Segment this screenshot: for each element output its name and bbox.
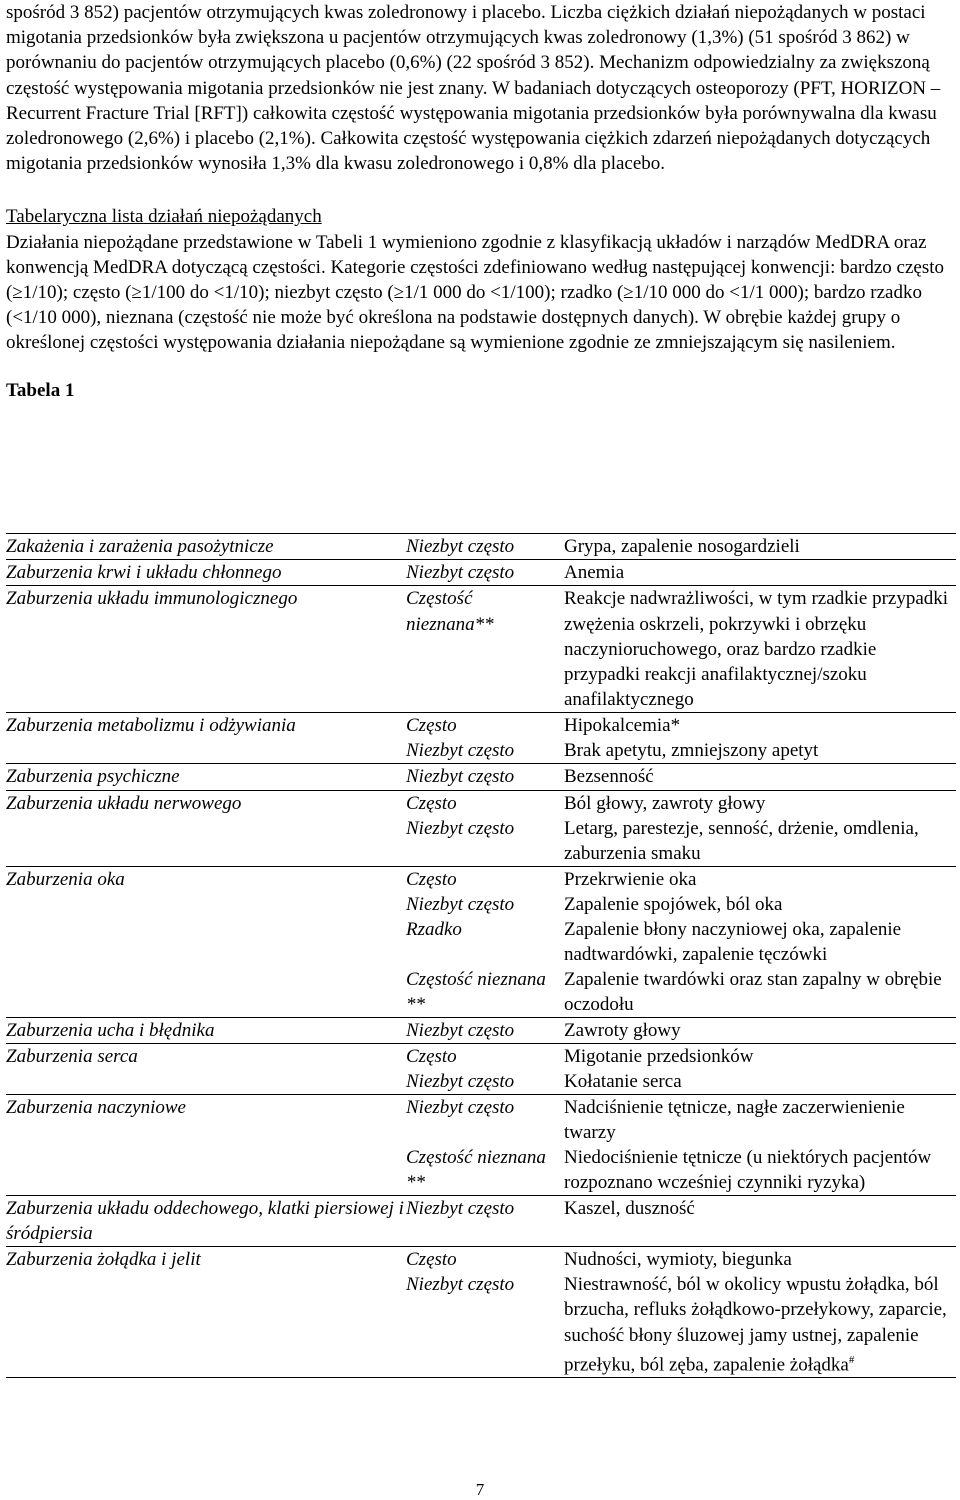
organ-class-cell: Zaburzenia oka — [6, 866, 406, 1017]
event-text — [564, 560, 956, 585]
frequency-label: Często — [406, 715, 457, 737]
table-row — [6, 534, 956, 560]
event-label: Bezsenność — [564, 766, 654, 788]
organ-class-cell: Zaburzenia układu immunologicznego — [6, 586, 406, 713]
event-label: Kaszel, duszność — [564, 1197, 695, 1219]
event-label: Zawroty głowy — [564, 1019, 681, 1041]
document-page — [6, 0, 946, 403]
organ-class-cell: Zaburzenia naczyniowe — [6, 1094, 406, 1195]
table-row — [6, 560, 956, 586]
table-row — [6, 1195, 956, 1246]
table-row — [6, 1017, 956, 1043]
organ-class-cell: Zaburzenia psychiczne — [6, 764, 406, 790]
event-label: Nadciśnienie tętnicze, nagłe zaczerwienienie twarzy — [564, 1096, 905, 1144]
frequency-label: Często — [406, 1045, 457, 1067]
event-text — [564, 534, 956, 559]
event-text — [564, 1095, 956, 1145]
adverse-events-table — [6, 533, 956, 1378]
frequency-cell — [406, 713, 564, 764]
frequency-cell — [406, 586, 564, 713]
frequency-cell — [406, 1247, 564, 1378]
event-label: Letarg, parestezje, senność, drżenie, omdlenia, zaburzenia smaku — [564, 817, 919, 864]
events-cell — [564, 560, 956, 586]
frequency-label: Często — [406, 1249, 457, 1271]
frequency-cell — [406, 866, 564, 1017]
frequency-cell — [406, 790, 564, 866]
events-cell — [564, 534, 956, 560]
event-text — [564, 816, 956, 866]
event-text — [564, 713, 956, 738]
section-title — [6, 204, 946, 229]
table-row — [6, 790, 956, 866]
event-text — [564, 1018, 956, 1043]
frequency-label: Rzadko — [406, 918, 462, 940]
frequency-label: Częstość nieznana ** — [406, 968, 546, 1015]
events-cell — [564, 586, 956, 713]
table-caption: Tabela 1 — [6, 379, 75, 401]
organ-class-cell: Zaburzenia układu nerwowego — [6, 790, 406, 866]
footnote-mark: # — [848, 1353, 855, 1366]
event-label: Zapalenie błony naczyniowej oka, zapalenie nadtwardówki, zapalenie tęczówki — [564, 918, 902, 965]
event-label: Ból głowy, zawroty głowy — [564, 792, 766, 814]
events-cell — [564, 713, 956, 764]
event-text — [564, 967, 956, 1017]
frequency-cell — [406, 1017, 564, 1043]
event-text — [564, 791, 956, 816]
table-row — [6, 764, 956, 790]
event-label: Przekrwienie oka — [564, 868, 697, 890]
events-cell — [564, 764, 956, 790]
event-label: Grypa, zapalenie nosogardzieli — [564, 536, 800, 557]
event-text — [564, 892, 956, 917]
frequency-cell — [406, 1094, 564, 1195]
event-text — [564, 1145, 956, 1195]
frequency-label: Częstość nieznana** — [406, 588, 494, 635]
frequency-label: Niezbyt często — [406, 1197, 515, 1219]
organ-class-cell: Zaburzenia żołądka i jelit — [6, 1247, 406, 1378]
event-label: Anemia — [564, 562, 625, 584]
frequency-label: Częstość nieznana ** — [406, 1146, 546, 1194]
frequency-label: Niezbyt często — [406, 1274, 515, 1296]
frequency-cell — [406, 1195, 564, 1246]
event-text — [564, 738, 956, 763]
section-title-text: Tabelaryczna lista działań niepożądanych — [6, 206, 322, 228]
frequency-label: Niezbyt często — [406, 1096, 515, 1118]
frequency-cell — [406, 534, 564, 560]
frequency-label: Niezbyt często — [406, 817, 515, 839]
event-label: Niedociśnienie tętnicze (u niektórych pacjentów rozpoznano wcześniej czynniki ryzyka) — [564, 1146, 932, 1194]
event-text — [564, 917, 956, 967]
intro-paragraph — [6, 0, 946, 176]
table-row — [6, 713, 956, 764]
events-cell — [564, 790, 956, 866]
organ-class-cell: Zakażenia i zarażenia pasożytnicze — [6, 534, 406, 560]
frequency-label: Niezbyt często — [406, 1070, 515, 1092]
adverse-events-table-body — [6, 534, 956, 1378]
table-row — [6, 1094, 956, 1195]
event-text — [564, 1272, 956, 1377]
table-row — [6, 586, 956, 713]
event-text — [564, 1044, 956, 1069]
page-number: 7 — [475, 1480, 485, 1499]
event-label: Migotanie przedsionków — [564, 1045, 754, 1067]
event-text — [564, 1247, 956, 1272]
frequency-label: Niezbyt często — [406, 766, 515, 788]
organ-class-cell: Zaburzenia krwi i układu chłonnego — [6, 560, 406, 586]
intro-text-part2: W badaniach dotyczących osteoporozy (PFT, HORIZON – Recurrent Fracture Trial [RFT]) całkowita częstość występowania migotania przedsionków była porównywalna dla kwasu zoledronowego (2,6%) i placebo (2,1%). Całkowita częstość występowania ciężkich zdarzeń niepożądanych dotyczących migotania przedsionków wynosiła 1,3% dla kwasu zoledronowego i 0,8% dla placebo. — [6, 77, 941, 175]
intro-text-part1: spośród 3 852) pacjentów otrzymujących kwas zoledronowy i placebo. Liczba ciężkich działań niepożądanych w postaci migotania przedsionków była zwiększona u pacjentów otrzymujących kwas zoledronowy (1,3%) (51 spośród 3 862) w porównaniu do pacjentów otrzymujących placebo (0,6%) (22 spośród 3 852). Mechanizm odpowiedzialny za zwiększoną częstość występowania migotania przedsionków nie jest znany. — [6, 2, 930, 99]
table-row — [6, 866, 956, 1017]
events-cell — [564, 1094, 956, 1195]
event-label: Reakcje nadwrażliwości, w tym rzadkie przypadki zwężenia oskrzeli, pokrzywki i obrzęku naczynioruchowego, oraz bardzo rzadkie przypadki reakcji anafilaktycznej/szoku anafilaktycznego — [564, 588, 949, 711]
frequency-label: Często — [406, 792, 457, 814]
event-label: Zapalenie spojówek, ból oka — [564, 893, 783, 915]
organ-class-cell: Zaburzenia ucha i błędnika — [6, 1017, 406, 1043]
events-cell — [564, 1195, 956, 1246]
events-cell — [564, 866, 956, 1017]
table-row — [6, 1043, 956, 1094]
frequency-cell — [406, 764, 564, 790]
organ-class-cell: Zaburzenia serca — [6, 1043, 406, 1094]
frequency-label: Niezbyt często — [406, 893, 515, 915]
frequency-label: Niezbyt często — [406, 1019, 515, 1041]
event-label: Kołatanie serca — [564, 1070, 682, 1092]
event-label: Nudności, wymioty, biegunka — [564, 1249, 792, 1271]
event-label: Niestrawność, ból w okolicy wpustu żołądka, ból brzucha, refluks żołądkowo-przełykowy, zaparcie, suchość błony śluzowej jamy ustnej, zapalenie przełyku, ból zęba, zapalenie żołądka — [564, 1274, 947, 1376]
events-cell — [564, 1017, 956, 1043]
frequency-label: Niezbyt często — [406, 740, 515, 762]
frequency-label: Niezbyt często — [406, 536, 515, 557]
event-label: Hipokalcemia* — [564, 715, 681, 737]
frequency-cell — [406, 560, 564, 586]
event-text — [564, 1069, 956, 1094]
event-text — [564, 586, 956, 712]
table-row — [6, 1247, 956, 1378]
event-text — [564, 764, 956, 789]
section-body: Działania niepożądane przedstawione w Tabeli 1 wymieniono zgodnie z klasyfikacją układów i narządów MedDRA oraz konwencją MedDRA dotyczącą częstości. Kategorie częstości zdefiniowano według następującej konwencji: bardzo często (≥1/10); często (≥1/100 do <1/10); niezbyt często (≥1/1 000 do <1/100); rzadko (≥1/10 000 do <1/1 000); bardzo rzadko (<1/10 000), nieznana (częstość nie może być określona na podstawie dostępnych danych). W obrębie każdej grupy o określonej częstości występowania działania niepożądane są wymienione zgodnie ze zmniejszającym się nasileniem. — [6, 231, 945, 354]
event-text — [564, 867, 956, 892]
events-cell — [564, 1247, 956, 1378]
organ-class-cell: Zaburzenia układu oddechowego, klatki piersiowej i śródpiersia — [6, 1195, 406, 1246]
events-cell — [564, 1043, 956, 1094]
frequency-cell — [406, 1043, 564, 1094]
event-text — [564, 1196, 956, 1221]
event-label: Zapalenie twardówki oraz stan zapalny w obrębie oczodołu — [564, 968, 942, 1015]
frequency-label: Niezbyt często — [406, 562, 515, 584]
frequency-label: Często — [406, 868, 457, 890]
organ-class-cell: Zaburzenia metabolizmu i odżywiania — [6, 713, 406, 764]
event-label: Brak apetytu, zmniejszony apetyt — [564, 740, 819, 762]
